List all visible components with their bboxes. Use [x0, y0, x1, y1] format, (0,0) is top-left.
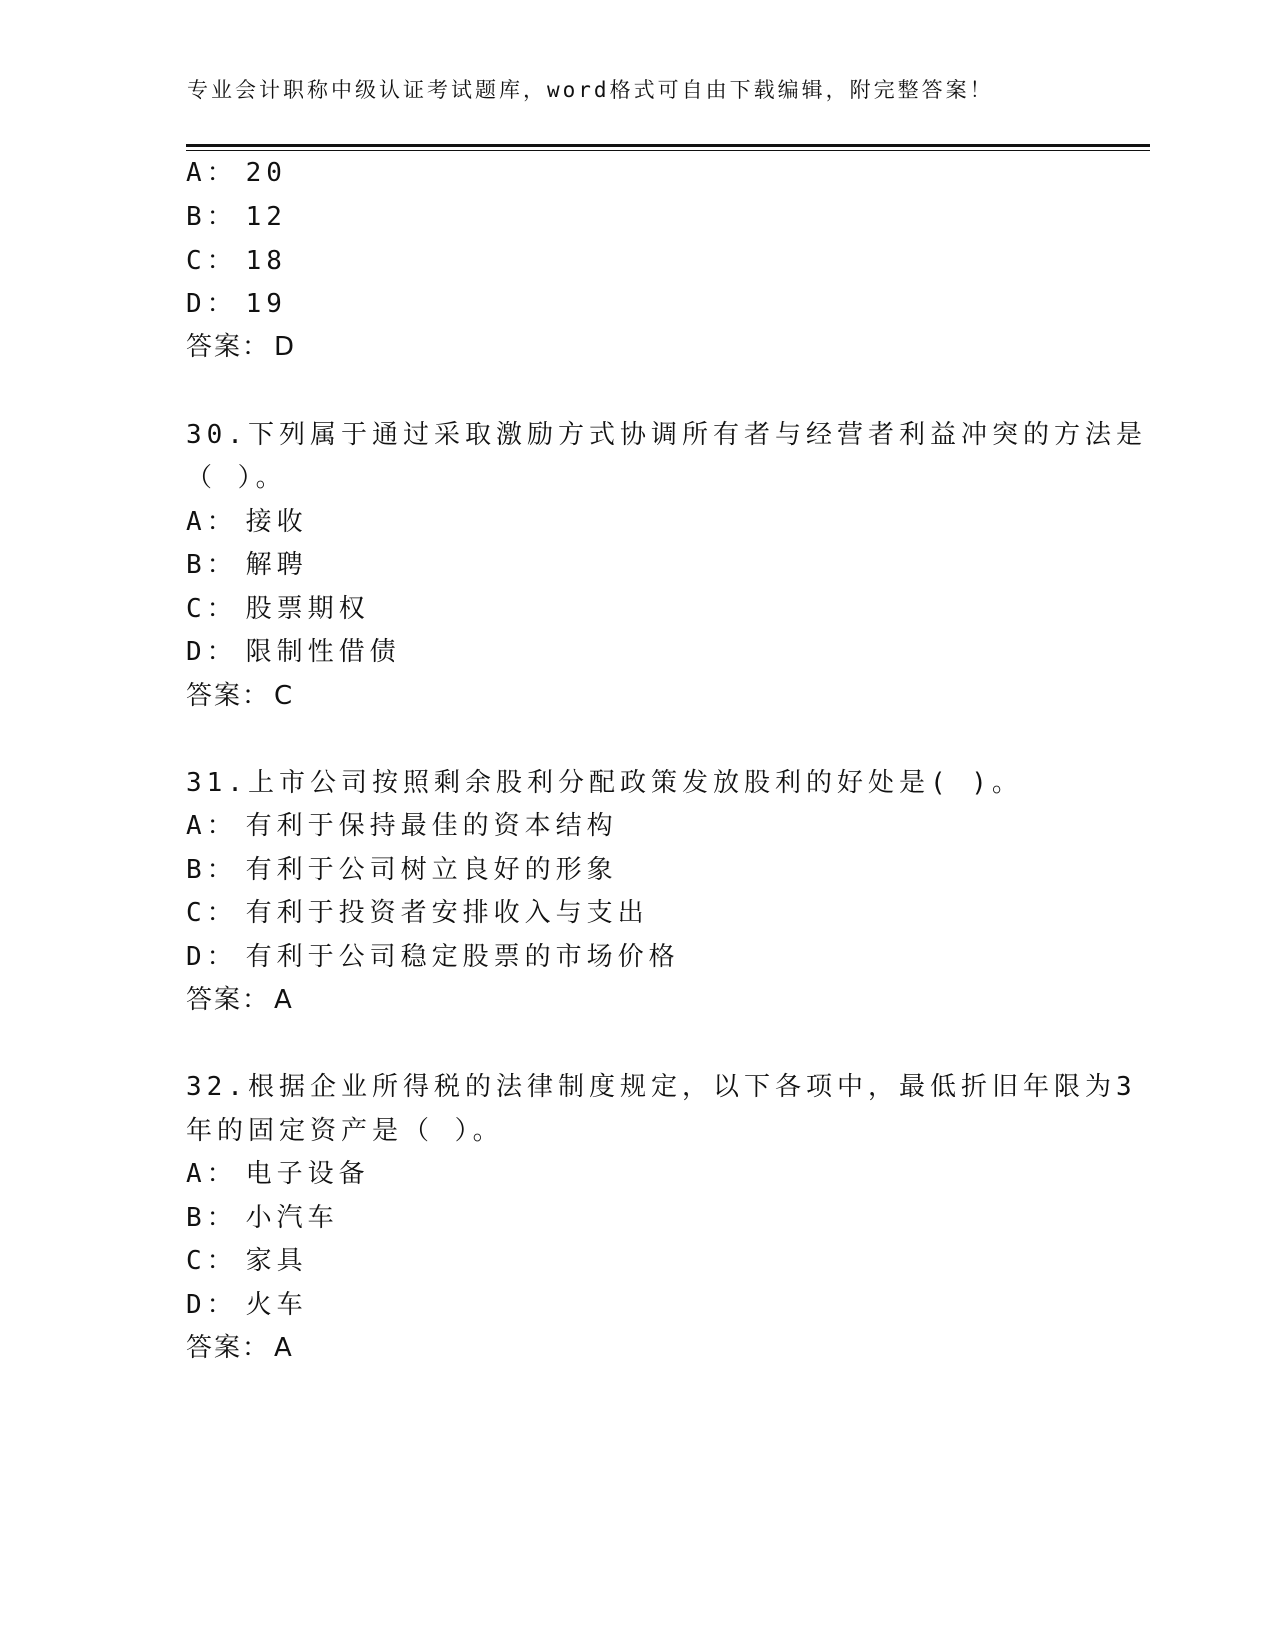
option-d: D： 19 [186, 289, 287, 319]
option-a: A： 电子设备 [186, 1159, 370, 1189]
option-d: D： 火车 [186, 1290, 308, 1320]
option-c: C： 18 [186, 246, 287, 276]
question-stem: 30.下列属于通过采取激励方式协调所有者与经营者利益冲突的方法是 [186, 420, 1147, 450]
answer-line: 答案： A [186, 985, 294, 1015]
option-c: C： 有利于投资者安排收入与支出 [186, 898, 649, 928]
option-b: B： 12 [186, 202, 287, 232]
option-a: A： 有利于保持最佳的资本结构 [186, 811, 618, 841]
question-stem: 32.根据企业所得税的法律制度规定，以下各项中，最低折旧年限为3 [186, 1072, 1137, 1102]
option-c: C： 股票期权 [186, 594, 370, 624]
page-header: 专业会计职称中级认证考试题库，word格式可自由下载编辑，附完整答案！ [187, 78, 994, 102]
option-d: D： 限制性借债 [186, 637, 401, 667]
answer-line: 答案： C [186, 681, 295, 711]
question-stem-continued: 年的固定资产是（ ）。 [186, 1116, 504, 1146]
question-stem-continued: （ ）。 [186, 463, 287, 493]
option-a: A： 接收 [186, 507, 308, 537]
answer-line: 答案： D [186, 332, 297, 362]
answer-line: 答案： A [186, 1333, 294, 1363]
option-a: A： 20 [186, 158, 287, 188]
option-c: C： 家具 [186, 1246, 308, 1276]
question-stem: 31.上市公司按照剩余股利分配政策发放股利的好处是( )。 [186, 768, 1023, 798]
option-b: B： 小汽车 [186, 1203, 339, 1233]
option-b: B： 有利于公司树立良好的形象 [186, 855, 618, 885]
option-b: B： 解聘 [186, 550, 308, 580]
option-d: D： 有利于公司稳定股票的市场价格 [186, 942, 680, 972]
header-divider [186, 144, 1150, 151]
